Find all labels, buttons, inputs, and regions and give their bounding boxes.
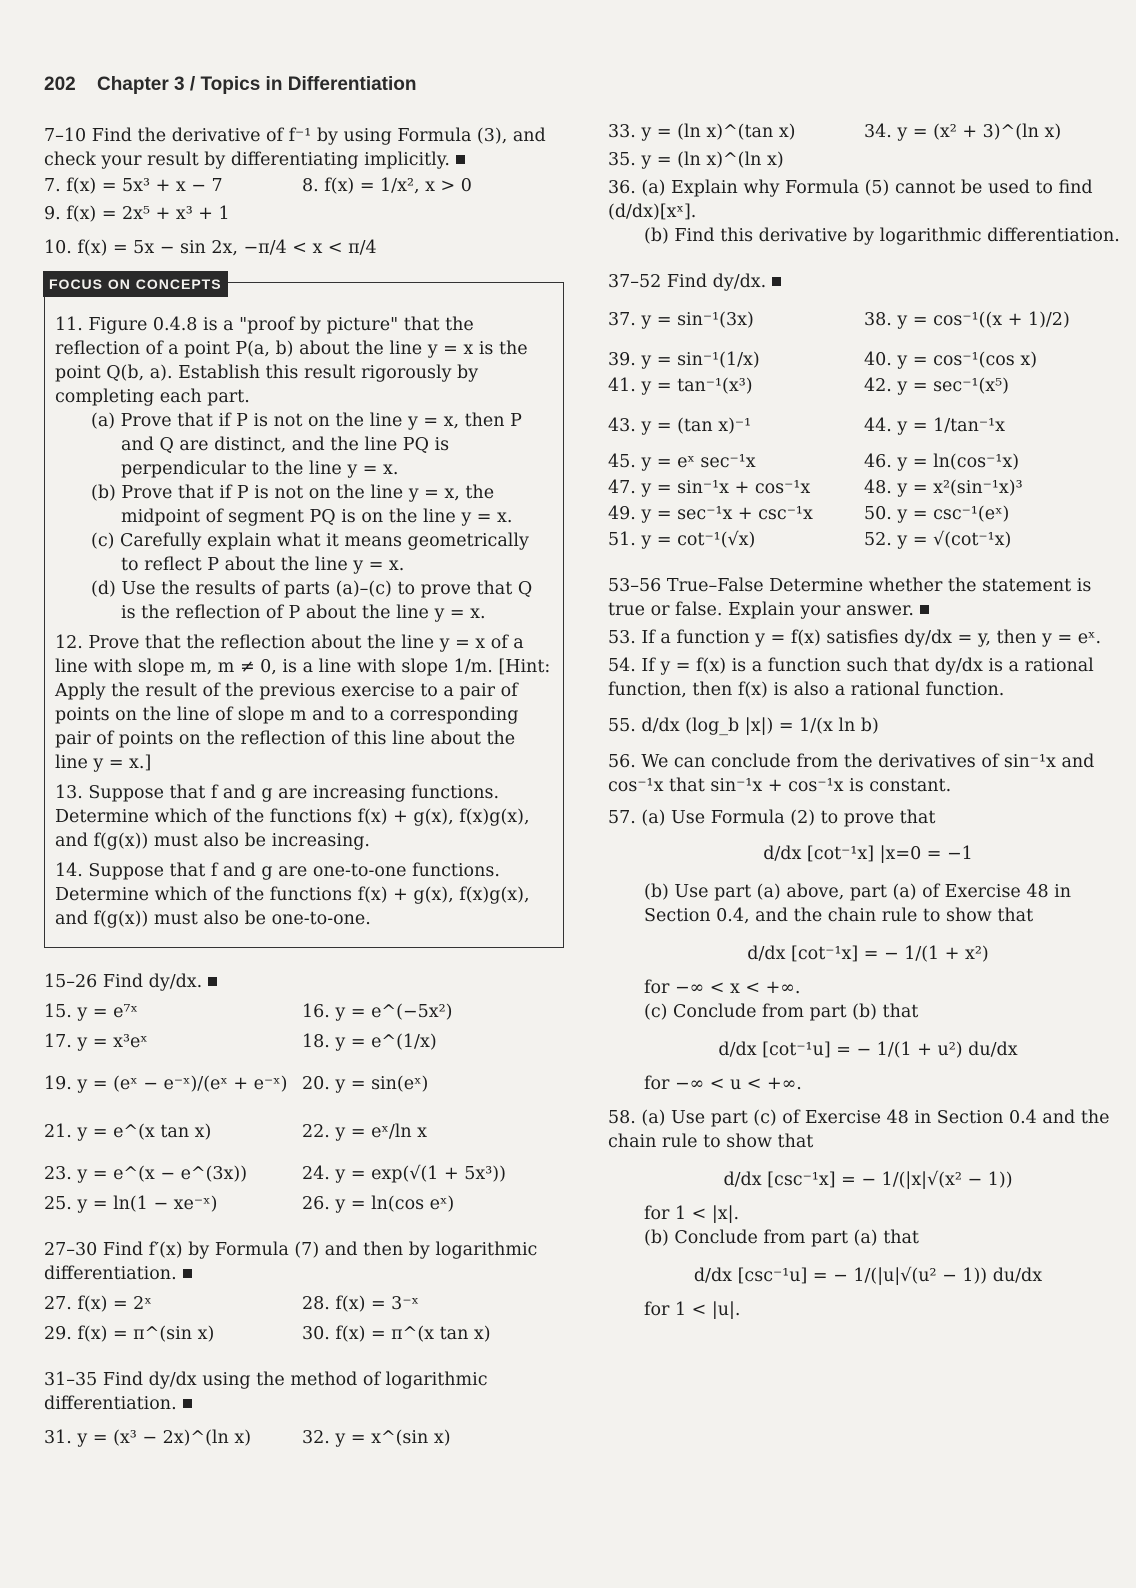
exercise-52: 52. y = √(cot⁻¹x) xyxy=(864,530,1012,550)
section-37-52-instructions: 37–52 Find dy/dx. xyxy=(608,270,1128,294)
exercise-37: 37. y = sin⁻¹(3x) xyxy=(608,310,754,330)
page-number: 202 xyxy=(44,74,76,95)
exercise-27: 27. f(x) = 2ˣ xyxy=(44,1294,152,1314)
exercise-21: 21. y = e^(x tan x) xyxy=(44,1122,212,1142)
exercise-58-part-a: 58. (a) Use part (c) of Exercise 48 in Section 0.4 and the chain rule to show that xyxy=(608,1108,1110,1152)
exercise-46: 46. y = ln(cos⁻¹x) xyxy=(864,452,1020,472)
exercise-57-part-a-equation: d/dx [cot⁻¹x] |x=0 = −1 xyxy=(763,844,973,864)
exercise-45: 45. y = eˣ sec⁻¹x xyxy=(608,452,756,472)
exercise-57-part-a: 57. (a) Use Formula (2) to prove that xyxy=(608,808,936,828)
exercise-36-part-a: 36. (a) Explain why Formula (5) cannot be used to find (d/dx)[xˣ]. xyxy=(608,178,1093,222)
exercise-7: 7. f(x) = 5x³ + x − 7 xyxy=(44,176,223,196)
exercise-57-part-b-condition: for −∞ < x < +∞. xyxy=(644,978,801,998)
section-53-56-instructions: 53–56 True–False Determine whether the statement is true or false. Explain your answer. xyxy=(608,576,1092,620)
section-31-35-instructions: 31–35 Find dy/dx using the method of logarithmic differentiation. xyxy=(44,1370,488,1414)
exercise-57-part-c-condition: for −∞ < u < +∞. xyxy=(644,1074,802,1094)
exercise-57-part-b: (b) Use part (a) above, part (a) of Exercise 48 in Section 0.4, and the chain rule to show that xyxy=(644,882,1072,926)
exercise-48: 48. y = x²(sin⁻¹x)³ xyxy=(864,478,1023,498)
exercise-58-part-a-equation: d/dx [csc⁻¹x] = − 1/(|x|√(x² − 1)) xyxy=(723,1170,1013,1190)
exercise-16: 16. y = e^(−5x²) xyxy=(302,1002,453,1022)
exercise-42: 42. y = sec⁻¹(x⁵) xyxy=(864,376,1009,396)
exercise-57-part-b-equation: d/dx [cot⁻¹x] = − 1/(1 + x²) xyxy=(747,944,989,964)
exercise-43: 43. y = (tan x)⁻¹ xyxy=(608,416,752,436)
exercise-32: 32. y = x^(sin x) xyxy=(302,1428,451,1448)
exercise-57-part-c-equation: d/dx [cot⁻¹u] = − 1/(1 + u²) du/dx xyxy=(718,1040,1018,1060)
exercise-marker-icon xyxy=(920,605,929,614)
exercise-marker-icon xyxy=(772,277,781,286)
exercise-10: 10. f(x) = 5x − sin 2x, −π/4 < x < π/4 xyxy=(44,238,377,258)
exercise-50: 50. y = csc⁻¹(eˣ) xyxy=(864,504,1010,524)
exercise-13: 13. Suppose that f and g are increasing functions. Determine which of the functions f(x) + g(x), f(x)g(x), and f(g(x)) must also be increasing. xyxy=(55,783,530,851)
exercise-57-part-c: (c) Conclude from part (b) that xyxy=(644,1002,919,1022)
exercise-marker-icon xyxy=(183,1269,192,1278)
exercise-58-part-b: (b) Conclude from part (a) that xyxy=(644,1228,919,1248)
exercise-44: 44. y = 1/tan⁻¹x xyxy=(864,416,1005,436)
section-15-26-instructions: 15–26 Find dy/dx. xyxy=(44,970,564,994)
section-7-10-instructions: 7–10 Find the derivative of f⁻¹ by using Formula (3), and check your result by differentiating implicitly. xyxy=(44,126,546,170)
exercise-11-part-d: (d) Use the results of parts (a)–(c) to prove that Q is the reflection of P about the line y = x. xyxy=(91,579,533,623)
exercise-51: 51. y = cot⁻¹(√x) xyxy=(608,530,756,550)
exercise-15: 15. y = e⁷ˣ xyxy=(44,1002,138,1022)
exercise-54: 54. If y = f(x) is a function such that dy/dx is a rational function, then f(x) is also a rational function. xyxy=(608,656,1094,700)
focus-on-concepts-box xyxy=(44,276,564,948)
chapter-title: Chapter 3 / Topics in Differentiation xyxy=(96,74,417,95)
exercise-56: 56. We can conclude from the derivatives of sin⁻¹x and cos⁻¹x that sin⁻¹x + cos⁻¹x is constant. xyxy=(608,752,1095,796)
focus-on-concepts-title: FOCUS ON CONCEPTS xyxy=(43,271,228,297)
exercise-36-part-b: (b) Find this derivative by logarithmic differentiation. xyxy=(644,226,1120,246)
exercise-8: 8. f(x) = 1/x², x > 0 xyxy=(302,176,472,196)
exercise-34: 34. y = (x² + 3)^(ln x) xyxy=(864,122,1062,142)
exercise-11 xyxy=(55,313,551,625)
exercise-26: 26. y = ln(cos eˣ) xyxy=(302,1194,455,1214)
exercise-marker-icon xyxy=(208,977,217,986)
exercise-11-part-c: (c) Carefully explain what it means geometrically to reflect P about the line y = x. xyxy=(91,531,529,575)
left-column xyxy=(44,124,564,1450)
exercise-38: 38. y = cos⁻¹((x + 1)/2) xyxy=(864,310,1070,330)
exercise-35: 35. y = (ln x)^(ln x) xyxy=(608,150,784,170)
exercise-11-intro: 11. Figure 0.4.8 is a "proof by picture" that the reflection of a point P(a, b) about the line y = x is the point Q(b, a). Establish this result rigorously by completing each part. xyxy=(55,315,528,407)
exercise-14: 14. Suppose that f and g are one-to-one functions. Determine which of the functions f(x) + g(x), f(x)g(x), and f(g(x)) must also be one-to-one. xyxy=(55,861,530,929)
section-27-30-instructions: 27–30 Find f′(x) by Formula (7) and then by logarithmic differentiation. xyxy=(44,1240,538,1284)
exercise-20: 20. y = sin(eˣ) xyxy=(302,1074,429,1094)
exercise-58-part-b-condition: for 1 < |u|. xyxy=(644,1300,741,1320)
exercise-39: 39. y = sin⁻¹(1/x) xyxy=(608,350,760,370)
exercise-19: 19. y = (eˣ − e⁻ˣ)/(eˣ + e⁻ˣ) xyxy=(44,1074,288,1094)
exercise-11-part-b: (b) Prove that if P is not on the line y = x, the midpoint of segment PQ is on the line y = x. xyxy=(91,483,513,527)
exercise-47: 47. y = sin⁻¹x + cos⁻¹x xyxy=(608,478,811,498)
exercise-31: 31. y = (x³ − 2x)^(ln x) xyxy=(44,1428,252,1448)
exercise-41: 41. y = tan⁻¹(x³) xyxy=(608,376,753,396)
exercise-11-part-a: (a) Prove that if P is not on the line y = x, then P and Q are distinct, and the line PQ is perpendicular to the line y = x. xyxy=(91,411,522,479)
exercise-23: 23. y = e^(x − e^(3x)) xyxy=(44,1164,248,1184)
right-column xyxy=(608,120,1128,1322)
exercise-58-part-b-equation: d/dx [csc⁻¹u] = − 1/(|u|√(u² − 1)) du/dx xyxy=(693,1266,1043,1286)
exercise-49: 49. y = sec⁻¹x + csc⁻¹x xyxy=(608,504,813,524)
exercise-17: 17. y = x³eˣ xyxy=(44,1032,148,1052)
exercise-12: 12. Prove that the reflection about the line y = x of a line with slope m, m ≠ 0, is a line with slope 1/m. [Hint: Apply the result of the previous exercise to a pair of points on the line of slope m and to a corresponding pair of points on the reflection of this line about the line y = x.] xyxy=(55,633,551,773)
exercise-24: 24. y = exp(√(1 + 5x³)) xyxy=(302,1164,506,1184)
exercise-9: 9. f(x) = 2x⁵ + x³ + 1 xyxy=(44,204,230,224)
exercise-marker-icon xyxy=(456,155,465,164)
exercise-33: 33. y = (ln x)^(tan x) xyxy=(608,122,796,142)
page-header xyxy=(44,74,417,96)
exercise-53: 53. If a function y = f(x) satisfies dy/dx = y, then y = eˣ. xyxy=(608,628,1102,648)
exercise-25: 25. y = ln(1 − xe⁻ˣ) xyxy=(44,1194,218,1214)
exercise-marker-icon xyxy=(183,1399,192,1408)
exercise-29: 29. f(x) = π^(sin x) xyxy=(44,1324,215,1344)
exercise-18: 18. y = e^(1/x) xyxy=(302,1032,437,1052)
exercise-22: 22. y = eˣ/ln x xyxy=(302,1122,428,1142)
exercise-40: 40. y = cos⁻¹(cos x) xyxy=(864,350,1038,370)
exercise-28: 28. f(x) = 3⁻ˣ xyxy=(302,1294,419,1314)
exercise-30: 30. f(x) = π^(x tan x) xyxy=(302,1324,491,1344)
exercise-58-part-a-condition: for 1 < |x|. xyxy=(644,1204,740,1224)
exercise-55: 55. d/dx (log_b |x|) = 1/(x ln b) xyxy=(608,716,879,736)
